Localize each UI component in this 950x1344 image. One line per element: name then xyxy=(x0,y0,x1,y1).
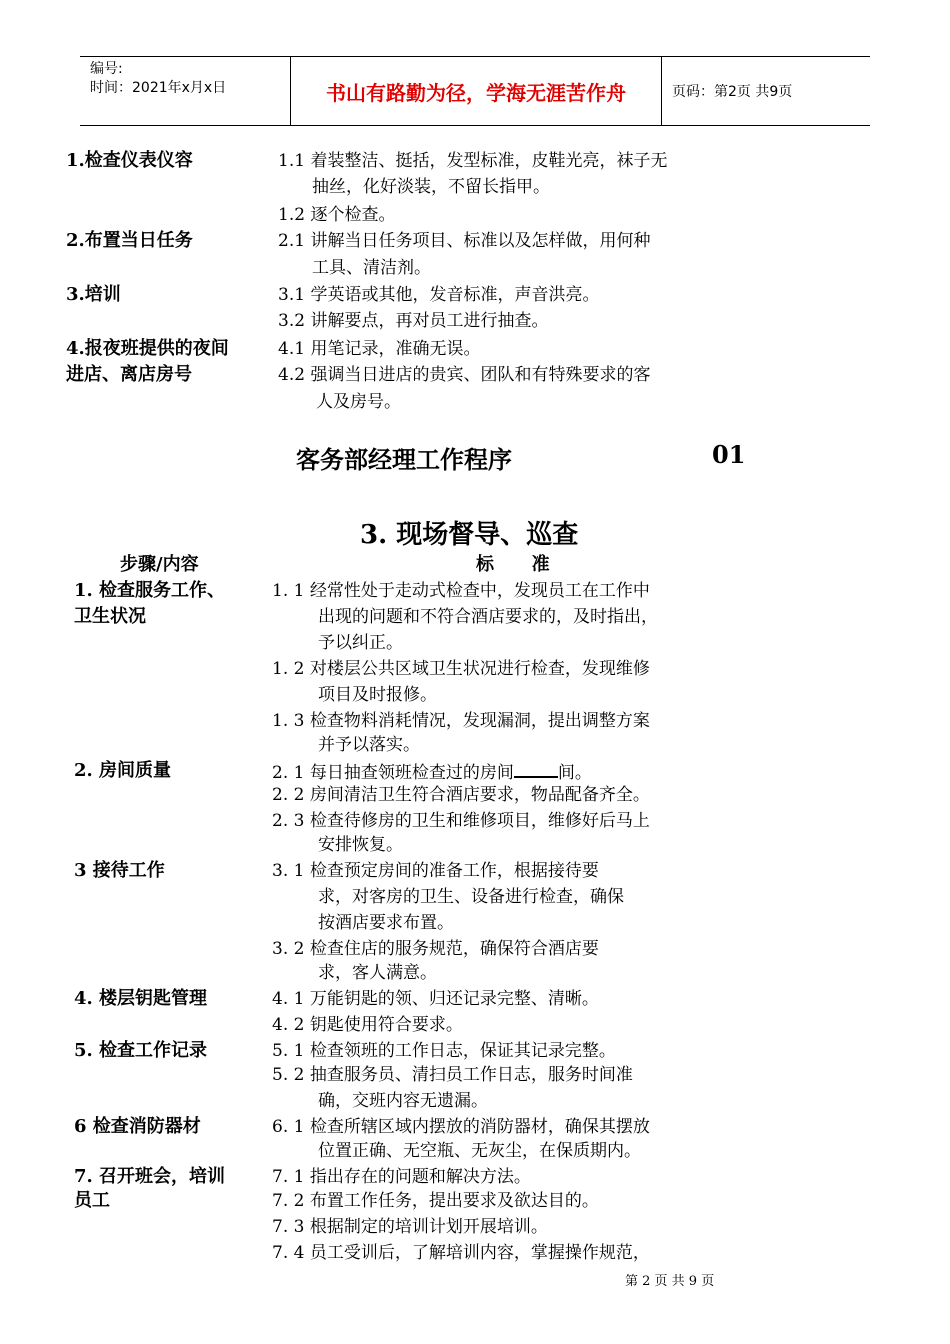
standard-line: 并予以落实。 xyxy=(318,735,420,755)
standard-line: 确，交班内容无遗漏。 xyxy=(318,1091,488,1111)
step-label: 2. 房间质量 xyxy=(74,760,172,781)
standard-line: 5. 2 抽查服务员、清扫员工作日志，服务时间准 xyxy=(272,1065,633,1085)
standard-line: 安排恢复。 xyxy=(318,835,403,855)
page-header xyxy=(80,56,870,126)
step-label: 进店、离店房号 xyxy=(66,364,192,385)
step-label: 员工 xyxy=(74,1190,110,1211)
standard-line: 7. 2 布置工作任务，提出要求及欲达目的。 xyxy=(272,1191,599,1211)
standard-line: 1.2 逐个检查。 xyxy=(278,205,396,225)
step-label: 2.布置当日任务 xyxy=(66,230,193,251)
step-label: 6 检查消防器材 xyxy=(74,1116,201,1137)
step-label: 1.检查仪表仪容 xyxy=(66,150,193,171)
standard-line: 抽丝，化好淡装，不留长指甲。 xyxy=(312,177,550,197)
step-label: 7. 召开班会，培训 xyxy=(74,1166,226,1187)
standard-text: 间。 xyxy=(557,763,592,783)
time-label: 时间：2021年x月x日 xyxy=(90,80,227,96)
standard-line: 4.1 用笔记录，准确无误。 xyxy=(278,339,481,359)
step-label: 1. 检查服务工作、 xyxy=(74,580,226,601)
header-motto: 书山有路勤为径，学海无涯苦作舟 xyxy=(290,57,662,125)
standard-line: 7. 4 员工受训后，了解培训内容，掌握操作规范， xyxy=(272,1243,650,1263)
header-meta xyxy=(80,57,290,125)
fill-blank xyxy=(514,758,558,778)
step-label: 卫生状况 xyxy=(74,606,146,627)
standard-line: 2.1 讲解当日任务项目、标准以及怎样做，用何种 xyxy=(278,231,651,251)
standard-line: 按酒店要求布置。 xyxy=(318,913,454,933)
step-label: 5. 检查工作记录 xyxy=(74,1040,208,1061)
standard-line: 1. 2 对楼层公共区域卫生状况进行检查，发现维修 xyxy=(272,659,650,679)
step-label: 4.报夜班提供的夜间 xyxy=(66,338,229,359)
standard-line: 3.1 学英语或其他，发音标准，声音洪亮。 xyxy=(278,285,600,305)
page-footer: 第 2 页 共 9 页 xyxy=(625,1274,715,1289)
number-label: 编号: xyxy=(90,61,123,77)
standard-line: 7. 1 指出存在的问题和解决方法。 xyxy=(272,1167,531,1187)
step-label: 4. 楼层钥匙管理 xyxy=(74,988,208,1009)
standard-line: 出现的问题和不符合酒店要求的，及时指出， xyxy=(318,607,658,627)
standard-line: 项目及时报修。 xyxy=(318,685,437,705)
standard-line: 工具、清洁剂。 xyxy=(312,258,431,278)
col-head-step: 步骤/内容 xyxy=(120,554,199,575)
section-title: 3. 现场督导、巡查 xyxy=(360,520,579,550)
standard-line: 1.1 着装整洁、挺括，发型标准，皮鞋光亮，袜子无 xyxy=(278,151,668,171)
page-indicator: 页码：第2页 共9页 xyxy=(672,84,793,100)
standard-line: 人及房号。 xyxy=(316,392,401,412)
doc-title: 客务部经理工作程序 xyxy=(296,445,512,474)
standard-line: 予以纠正。 xyxy=(318,633,403,653)
standard-line: 3.2 讲解要点，再对员工进行抽查。 xyxy=(278,311,549,331)
standard-text: 2. 1 每日抽查领班检查过的房间 xyxy=(272,763,514,783)
doc-number: 01 xyxy=(712,440,746,469)
standard-line: 2. 2 房间清洁卫生符合酒店要求，物品配备齐全。 xyxy=(272,785,650,805)
standard-line: 2. 3 检查待修房的卫生和维修项目，维修好后马上 xyxy=(272,811,650,831)
standard-line: 求，客人满意。 xyxy=(318,963,437,983)
standard-line: 1. 3 检查物料消耗情况，发现漏洞，提出调整方案 xyxy=(272,711,650,731)
standard-line: 3. 2 检查住店的服务规范，确保符合酒店要 xyxy=(272,939,599,959)
standard-line: 1. 1 经常性处于走动式检查中，发现员工在工作中 xyxy=(272,581,650,601)
step-label: 3.培训 xyxy=(66,284,121,305)
standard-line: 4.2 强调当日进店的贵宾、团队和有特殊要求的客 xyxy=(278,365,651,385)
standard-line: 3. 1 检查预定房间的准备工作，根据接待要 xyxy=(272,861,599,881)
standard-line: 7. 3 根据制定的培训计划开展培训。 xyxy=(272,1217,548,1237)
standard-line: 4. 2 钥匙使用符合要求。 xyxy=(272,1015,463,1035)
step-label: 3 接待工作 xyxy=(74,860,165,881)
standard-line: 求，对客房的卫生、设备进行检查，确保 xyxy=(318,887,624,907)
standard-line: 位置正确、无空瓶、无灰尘，在保质期内。 xyxy=(318,1141,641,1161)
standard-line: 5. 1 检查领班的工作日志，保证其记录完整。 xyxy=(272,1041,616,1061)
standard-line: 6. 1 检查所辖区域内摆放的消防器材，确保其摆放 xyxy=(272,1117,650,1137)
col-head-standard: 标 准 xyxy=(476,554,550,575)
standard-line: 4. 1 万能钥匙的领、归还记录完整、清晰。 xyxy=(272,989,599,1009)
